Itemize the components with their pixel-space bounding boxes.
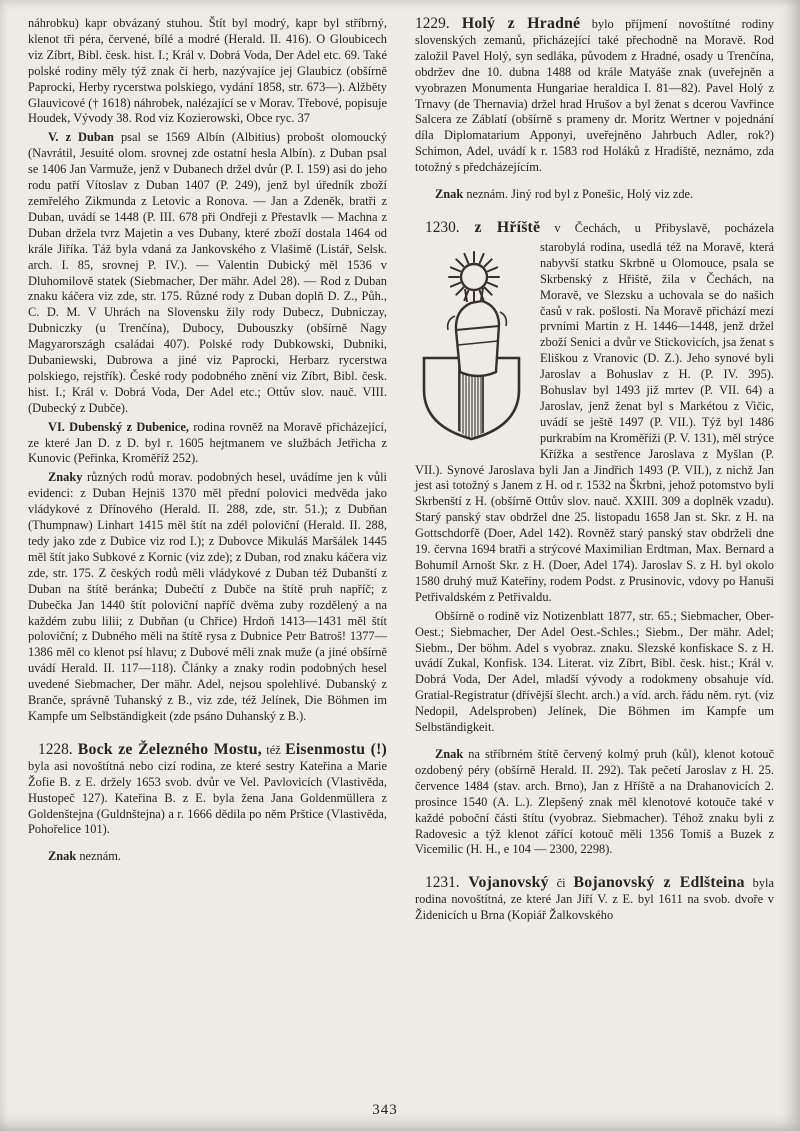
text-run: též <box>261 742 286 757</box>
text-run: na stříbrném štítě červený kolmý pruh (kůl), klenot kotouč ozdobený péry (obšírně Herald. II. 292). Tak pečetí Jaroslav z H. 25. července 1484 (stav. arch. Brno), Jan z Hříště a na Drahanovicích 2. prosince 1540 (A. L.). Zlepšený znak měl klenotové kotouče také v každé poboční části štítu (vyobraz. Siebmacher). Téhož znaku byli z Radovesic a týž klenot zářící kotouč měli 1356 Tomiš a Buzek z Vicemilic (H. H., e 104 — 2300, 2298). <box>415 746 774 857</box>
text-run: byla rodina novoštítná, ze které Jan Jiří V. z E. byl 1611 na svob. dvoře v Židenicích u Brna (Kopiář Žalkovského <box>415 876 774 923</box>
text-run: Bock ze Železného Mostu, <box>77 740 262 758</box>
text-run: Obšírně o rodině viz Notizenblatt 1877, str. 65.; Siebmacher, Ober-Oest.; Siebmacher, Der Adel Oest.-Schles.; Siebm., Der mähr. Adel; Siebm., Der böhm. Adel s vyobraz. znaku. Slezské konfiskace S. z H. uvádí Zukal, Konfisk. 134. Literat. viz Zíbrt, Bibl. česk. hist.; Král v. Dobrá Voda, Der Adel, mladší vývody a rodokmeny obsahuje víd. Gratial-Registratur (dřívější šlecht. arch.) a víd. arch. řádu něm. ryt. (viz Nedopil, Adelsproben) Jelínek, Die Böhmen im Kampfe um Selbständigkeit. <box>415 608 774 735</box>
text-run: různých rodů morav. podobných hesel, uvádíme jen k vůli evidenci: z Duban Hejniš 1370 měl přední polovici medvěda jako vládykové z Dřínového (Herald. II. 288, zde, str. 51.); z Dubňan (Thumpnaw) Linhart 1415 měl štít na zdél poloviční (Herald. II. 288, tedy jako zde z Dubice viz rod I.); z Dubovce Mikuláš Maršálek 1445 měl štít jako Subkové z Kornic (viz zde); z Duban, rod znaku káčera viz zde, str. 175. Z českých rodů měli vládykové z Duban též Dubanští z Duban na štítě beránka; Dubečtí z Dubče na štítě pruh napříč; z Dubečka Jan 1440 štít poloviční napříč dvěma zuby rozdělený a na každém zubu lilii; z Dubňan (u Chřice) Hrdoň 1413—1431 měl štít poloviční; z Dubného měli na štítě rysa z Dubnice Petr Batroš! 1377—1386 měl co klenot psí hlavu; z Dubové měli znak muže (a jiné obšírně uvádí Herald. II. 117—118). Články a znaky rodin podobných hesel uvedené Siebmacher, Der mähr. Adel, nejsou spolehlivé. Dubanský z Branče, správně Tuhanský z B., viz zde, též Jelínek, Die Böhmen im Kampfe um Selbständigkeit (zde psáno Duhanský z B.). <box>28 470 387 723</box>
text-run: Bojanovský z Edlšteina <box>573 874 745 892</box>
text-run: neznám. Jiný rod byl z Ponešic, Holý viz zde. <box>463 187 694 202</box>
paragraph-znak-neznam-1228 <box>28 849 387 865</box>
text-run: 1231. <box>425 874 469 892</box>
entry-1231-vojanovsky <box>415 875 774 924</box>
paragraph-znak-1230 <box>415 747 774 858</box>
right-column <box>415 16 774 924</box>
paragraph-1230-literature <box>415 609 774 736</box>
text-run: 1230. <box>425 218 475 236</box>
sun-rays-icon <box>449 252 499 302</box>
text-run: V. z Duban <box>48 130 114 145</box>
text-run: VI. Dubenský z Dubenice, <box>48 419 189 434</box>
text-run: bylo příjmení novoštítné rodiny slovenských zemanů, přicházející také přechodně na Moravě. Rod založil Pavel Holý, syn sedláka, původem z Hradné, osady u Trenčína, obdržev dne 10. dubna 1488 od krále Matyáše znak (uveřejněn a vyobrazen Monumenta Hungariae heraldica I. 81—82). Pavel Holý z Trnavy (de Thernavia) držel hrad Hrušov a byl ženat s dcerou Vavřince Salcera ze Záblatí (obšírně s prameny dr. Moritz Wertner v pojednání díla Diplomatarium Apponyi, uveřejněno Jahrbuch Adler, rok?) Schimon, Adel, uvádí k r. 1583 rod Holáků z Hradiště, neznámo, zda totožný s předcházejícím. <box>415 17 774 175</box>
paragraph-vi-dubensky <box>28 420 387 468</box>
sun-disc-icon <box>461 264 487 290</box>
paragraph-glaubicz-continuation <box>28 16 387 127</box>
text-run: Eisenmostu (!) <box>285 740 388 758</box>
coat-of-arms-illustration <box>415 244 528 445</box>
text-columns <box>28 16 774 924</box>
entry-1228-bock <box>28 742 387 838</box>
text-run: 1229. <box>415 15 462 32</box>
text-run: neznám. <box>76 849 121 864</box>
text-run: 1228. <box>38 740 78 758</box>
text-run: Znak <box>48 849 77 864</box>
text-run: Znak <box>435 187 464 202</box>
text-run: rodina rovněž na Moravě přicházející, ze které Jan D. z D. byl r. 1605 hejtmanem ve službách Jetřicha z Kunovic (Peřinka, Kroměříž 252). <box>28 419 387 466</box>
entry-1230-z-hriste-body <box>415 240 774 606</box>
text-run: psal se 1569 Albín (Albitius) probošt olomoucký (Navrátil, Jesuité olom. srovnej zde ostatní hesla Albín). z Duban psal se 1406 Jan Varmuže, jenž v Dubanech držel dvůr (P. I. 159) asi do jeho rodu patří Vítoslav z Duban 1407 (P. 249), jenž byl úředník zboží zemřelého Zikmunda z Letovic a Ronova. — Jan a Zdeněk, bratři z Duban, uvádí se 1448 (P. III. 678 při Ondřeji z Přestavlk — Machna z Duban držela tvrz Majetin a ves Dubany, které zboží dostala 1464 od krále Jiříka. Táž byla vdaná za Jankovského z Vlašimě (Listář, Selsk. arch. I. 85, srovnej P. IV.). — Valentin Dubický měl 1536 v Dluhomilově statek (Siebmacher, Der mähr. Adel 28). — Rod z Duban znaku káčera viz zde, str. 175. Různé rody z Duban doplň D. Z., Půh., C. D. M. V Uhrách na Slovensku žily rody Dubecz, Dubniczay, Dubniczky (u Trenčína), Dubocy, Dubouszky (obšírně Nagy Magyarországh családai 407). Polské rody Dubkowski, Dubniki, Dubaniewski, Dubrowa a jiné viz Paprocki, Herbarz rycerstwa polskiego, rejstřík). České rody podobného znění viz Zíbrt, Bibl. česk. hist. I.; Král v. Dobrá Voda, Der Adel etc.; Ottův slov. nauč. VIII. (Dubecký z Dubče). <box>28 130 387 415</box>
text-run: v Čechách, u Přibyslavě, pocházela <box>540 220 774 235</box>
text-run: starobylá rodina, usedlá též na Moravě, která nabyvší statku Skrbně u Olomouce, psala se Skrbenský z Hřiště, žila v Čechách, na Moravě, ve Slezsku a uchovala se do našich časů v rak. pošlosti. Na Moravě přichází mezi prvními Martin z H. 1446—1448, jenž držel zboží Senici a dvůr ve Stickovicích, jsa ženat s Eliškou z Vranovic (D. Z.). Jeho synové byli Jaroslav a Bohuslav z H. (P. IV. 395). Bohuslav byl 1493 již mrtev (P. VII. 64) a Jaroslav, jenž ženat byl s Markétou z Vičic, uvádí se ještě 1497 (P. VII.). Týž byl 1486 purkrabím na Kroměříži (P. V. 131), měl strýce Křížka a sestřence Jaroslava z Myšlan (P. VII.). Synové Jaroslava byli Jan a Jindřich 1493 (P. VII.), z nichž Jan jest asi totožný s Janem z H. od r. 1532 na Škrbni, jehož potomstvo byli Skrbenští z H. (obšírně Ottův slov. nauč. XXIII. 309 a doplněk vzadu). Starý panský stav obdržel dne 25. listopadu 1658 Jan st. Skr. z H. na Gottschdorfě (Doer, Adel 142). Rovněž starý panský stav obdrželi dne 19. června 1694 bratři a strýcové Maximilian Erdtman, Max. Bernard a Bohumil Arnošt Skr. z H. (Doer, Adel 174). Jaroslav S. z H. byl okolo 1580 druhý muž Kateřiny, rodem Podst. z Prusinovic, vdovy po Hanuši Petřivaldském z Petřivaldu. <box>415 239 774 604</box>
text-run: či <box>548 876 574 891</box>
left-column <box>28 16 387 924</box>
paragraph-znak-neznam-1229 <box>415 187 774 203</box>
entry-1230-z-hriste-heading <box>415 220 774 237</box>
text-run: Znaky <box>48 470 83 485</box>
text-run: byla asi novoštítná nebo cizí rodina, ze které sestry Kateřina a Marie Žofie B. z E. držely 1653 svob. dvůr ve Vel. Pavlovicích (Vlastivěda, Hustopeč 127). Kateřina B. z E. byla žena Jana Goldenmüllera z Goldenštejna (Guldnštejna) a r. 1666 dědila po něm Prštice (Vlastivěda, Pohořelice 101). <box>28 758 387 837</box>
text-run: náhrobku) kapr obvázaný stuhou. Štít byl modrý, kapr byl stříbrný, klenot tři péra, červené, bílé a modré (Herald. II. 416). O Gloubicech viz Zíbrt, Bibl. česk. hist. I.; Král v. Dobrá Voda, Der Adel etc. 69. Také polské rodiny měly týž znak či herb, nazývajíce jej Glaubicz (obšírně Paprocki, Herby rycerstwa polskiego, vydání 1858, str. 673—). Alžběty Glauvicové († 1618) náhrobek, nalézající se v Morav. Třebové, popisuje Houdek, Vývody 38. Rod viz Kozierowski, Obce ryc. 37 <box>28 16 387 126</box>
text-run: Holý z Hradné <box>461 15 581 32</box>
text-run: Vojanovský <box>468 874 549 892</box>
entry-1229-holy-z-hradne <box>415 16 774 176</box>
text-run: Znak <box>435 746 464 761</box>
paragraph-v-z-duban <box>28 130 387 416</box>
page-number: 343 <box>372 1102 398 1118</box>
text-run: z Hříště <box>474 218 541 236</box>
paragraph-znaky <box>28 470 387 725</box>
